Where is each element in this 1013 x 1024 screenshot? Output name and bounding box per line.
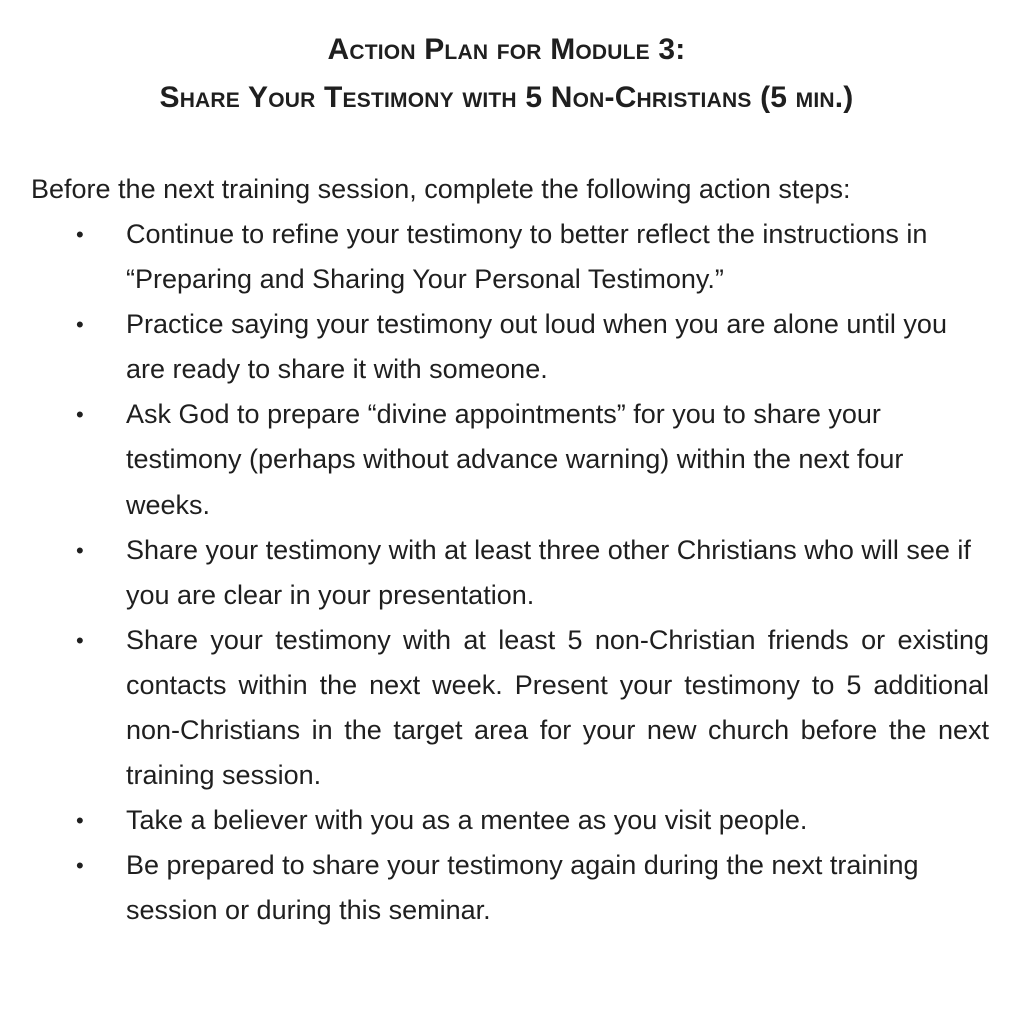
list-item [0,843,1013,933]
step-text: Continue to refine your testimony to better reflect the instructions in “Preparing and Sharing Your Personal Testimony.” [126,219,928,295]
list-item [0,798,1013,843]
list-item [0,618,1013,798]
bullet-icon: • [76,537,84,563]
step-text: Ask God to prepare “divine appointments” for you to share your testimony (perhaps without advance warning) within the next four weeks. [126,399,904,520]
list-item [0,302,1013,392]
list-item [0,212,1013,302]
action-steps-list [0,212,1013,934]
step-text: Be prepared to share your testimony again during the next training session or during this seminar. [126,850,919,926]
bullet-icon: • [76,853,84,879]
bullet-icon: • [76,222,84,247]
page-title-line-2: Share Your Testimony with 5 Non-Christians (5 min.) [159,81,854,114]
bullet-icon: • [76,808,84,834]
bullet-icon: • [76,627,84,653]
bullet-icon: • [76,312,84,338]
step-text: Share your testimony with at least three other Christians who will see if you are clear in your presentation. [126,534,971,610]
bullet-icon: • [76,402,84,428]
step-text: Practice saying your testimony out loud when you are alone until you are ready to share it with someone. [126,309,947,385]
list-item [0,528,1013,618]
list-item [0,392,1013,527]
step-text: Share your testimony with at least 5 non-Christian friends or existing contacts within the next week. Present your testimony to 5 additional non-Christians in the target area for your new church before the next training session. [126,624,989,791]
page-title-line-1: Action Plan for Module 3: [327,33,686,66]
intro-paragraph: Before the next training session, complete the following action steps: [31,174,851,204]
step-text: Take a believer with you as a mentee as you visit people. [126,805,808,836]
